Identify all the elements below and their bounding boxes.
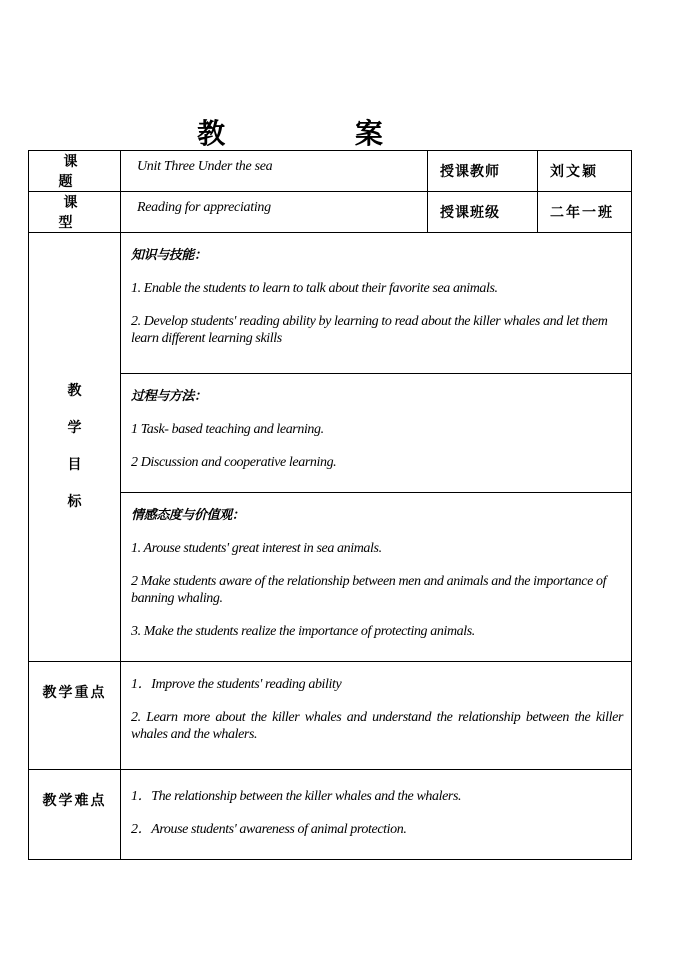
knowledge-item: 2. Develop students' reading ability by learning to read about the killer whales and let them learn different learning skills bbox=[131, 314, 608, 346]
page-title: 教 案 bbox=[197, 117, 443, 150]
process-item: 1 Task- based teaching and learning. bbox=[131, 422, 324, 437]
teacher-value: 刘文颖 bbox=[538, 151, 632, 192]
key-points-label: 教学重点 bbox=[29, 662, 121, 770]
type-value: Reading for appreciating bbox=[121, 192, 428, 233]
emotion-section bbox=[121, 493, 632, 662]
difficult-point-item: 1．The relationship between the killer whales and the whalers. bbox=[131, 789, 462, 804]
class-value: 二年一班 bbox=[538, 192, 632, 233]
process-section bbox=[121, 374, 632, 493]
difficult-points-label: 教学难点 bbox=[29, 770, 121, 860]
difficult-points-row bbox=[29, 770, 632, 860]
emotion-item: 3. Make the students realize the importance of protecting animals. bbox=[131, 624, 475, 639]
objectives-char: 目 bbox=[67, 457, 82, 473]
objectives-label bbox=[29, 233, 121, 662]
objectives-char: 标 bbox=[67, 494, 82, 510]
key-point-item: 1．Improve the students' reading ability bbox=[131, 677, 342, 692]
topic-row bbox=[29, 151, 632, 192]
key-points-section bbox=[121, 662, 632, 770]
type-row bbox=[29, 192, 632, 233]
class-label: 授课班级 bbox=[428, 192, 538, 233]
process-item: 2 Discussion and cooperative learning. bbox=[131, 455, 337, 470]
objectives-knowledge-row bbox=[29, 233, 632, 374]
difficult-points-section bbox=[121, 770, 632, 860]
teacher-label: 授课教师 bbox=[428, 151, 538, 192]
topic-value: Unit Three Under the sea bbox=[121, 151, 428, 192]
type-label: 课 型 bbox=[29, 192, 121, 233]
difficult-point-item: 2．Arouse students' awareness of animal protection. bbox=[131, 822, 407, 837]
emotion-item: 2 Make students aware of the relationship between men and animals and the importance of banning whaling. bbox=[131, 574, 607, 606]
lesson-plan-table bbox=[28, 150, 632, 860]
key-points-row bbox=[29, 662, 632, 770]
emotion-heading: 情感态度与价值观： bbox=[131, 508, 245, 523]
knowledge-heading: 知识与技能： bbox=[131, 248, 207, 263]
process-heading: 过程与方法： bbox=[131, 389, 207, 404]
emotion-item: 1. Arouse students' great interest in sea animals. bbox=[131, 541, 382, 556]
objectives-char: 教 bbox=[67, 383, 82, 399]
knowledge-section bbox=[121, 233, 632, 374]
key-point-item: 2. Learn more about the killer whales and understand the relationship between the killer whales and the whalers. bbox=[131, 710, 623, 742]
topic-label: 课 题 bbox=[29, 151, 121, 192]
objectives-char: 学 bbox=[67, 420, 82, 436]
knowledge-item: 1. Enable the students to learn to talk about their favorite sea animals. bbox=[131, 281, 498, 296]
